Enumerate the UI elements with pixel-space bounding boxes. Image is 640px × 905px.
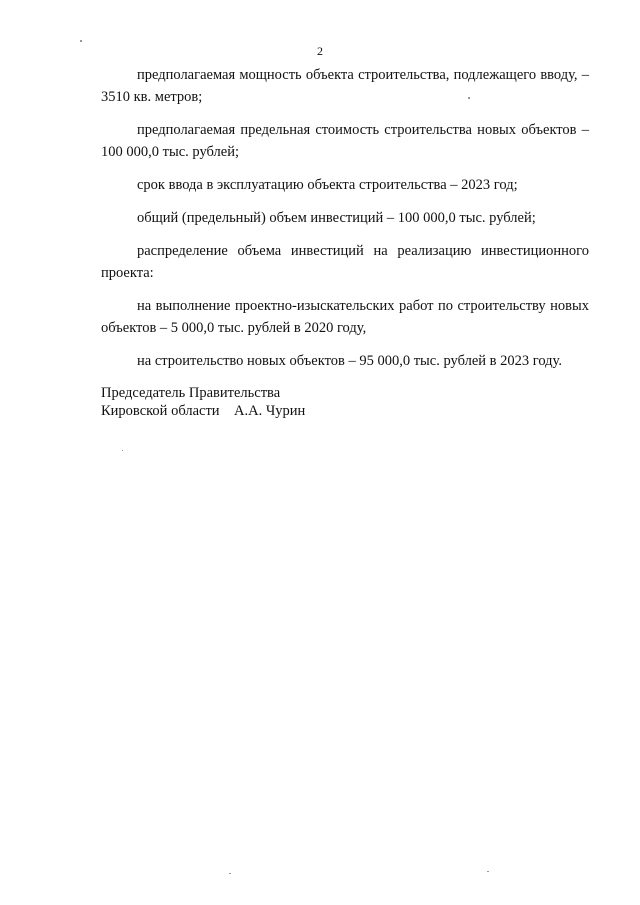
paragraph-total-investment: общий (предельный) объем инвестиций – 100 000,0 тыс. рублей; [137,210,536,226]
signature-name: А.А. Чурин [234,403,306,419]
scan-speck [487,871,489,872]
signature-region: Кировской области [101,403,220,419]
paragraph-design-works: на выполнение проектно-изыскательских работ по строительству новых объектов – 5 000,0 тыс. рублей в 2020 году, [101,298,589,336]
document-body [101,64,589,383]
paragraph-construction: на строительство новых объектов – 95 000,0 тыс. рублей в 2023 году. [137,353,562,369]
signature-block [101,384,305,420]
paragraph-commissioning-date: срок ввода в эксплуатацию объекта строительства – 2023 год; [137,177,518,193]
scan-speck [80,40,82,42]
paragraph-investment-distribution: распределение объема инвестиций на реализацию инвестиционного проекта: [101,243,589,281]
paragraph-capacity: предполагаемая мощность объекта строительства, подлежащего вводу, – 3510 кв. метров; [101,67,589,105]
page-number: 2 [317,44,323,58]
signature-region-line [101,402,305,420]
signature-position: Председатель Правительства [101,385,281,401]
scan-speck [468,97,470,99]
scan-speck [122,450,123,451]
paragraph-max-cost: предполагаемая предельная стоимость строительства новых объектов – 100 000,0 тыс. рублей; [101,122,589,160]
scan-speck [229,873,231,874]
